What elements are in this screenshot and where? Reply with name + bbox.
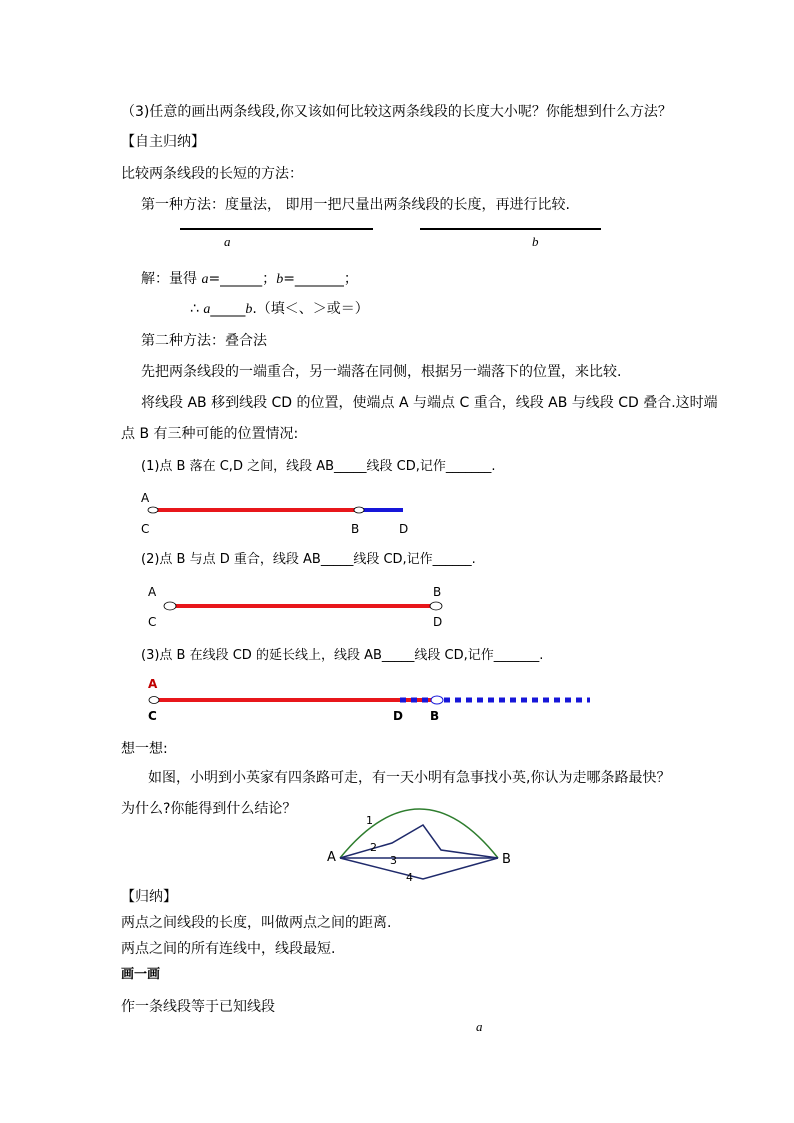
move-description-2: 点 B 有三种可能的位置情况: — [121, 426, 299, 442]
case1-label-a: A — [141, 491, 150, 505]
case1-point-a — [148, 507, 158, 513]
think-description-2: 为什么?你能得到什么结论？ — [121, 801, 297, 817]
case3-label-d: D — [393, 709, 403, 723]
paths-label-4: 4 — [406, 871, 413, 884]
case2-figure — [164, 602, 442, 610]
case3-figure — [149, 696, 590, 704]
therefore-b: b — [245, 302, 253, 317]
case1-label-c: C — [141, 522, 150, 536]
solve-end: =_______； — [283, 271, 358, 287]
paths-label-3: 3 — [390, 854, 397, 867]
self-summary-heading: 【自主归纳】 — [121, 134, 205, 150]
summary-line-1: 两点之间线段的长度，叫做两点之间的距离. — [121, 915, 392, 931]
paths-label-a: A — [327, 850, 336, 865]
case2-label-c: C — [148, 615, 157, 629]
paths-label-1: 1 — [366, 814, 373, 827]
solve-mid: =______； — [208, 271, 277, 287]
case2-label-d: D — [433, 615, 443, 629]
solve-a: a — [201, 272, 209, 287]
summary-line-2: 两点之间的所有连线中，线段最短. — [121, 941, 336, 957]
therefore-a: a — [203, 302, 211, 317]
therefore-prefix: ∴ — [190, 301, 204, 317]
paths-label-b: B — [502, 852, 511, 867]
summary-heading: 【归纳】 — [121, 889, 177, 905]
case2-text: (2)点 B 与点 D 重合，线段 AB_____线段 CD,记作______. — [141, 552, 476, 567]
move-description-1: 将线段 AB 移到线段 CD 的位置，使端点 A 与端点 C 重合，线段 AB 与线段 CD 叠合.这时端 — [141, 395, 718, 411]
case1-text: (1)点 B 落在 C,D 之间，线段 AB_____线段 CD,记作_______. — [141, 459, 496, 474]
think-description-1: 如图，小明到小英家有四条路可走，有一天小明有急事找小英,你认为走哪条路最快？ — [148, 770, 671, 786]
case2-label-a: A — [148, 585, 157, 599]
case3-label-a: A — [148, 677, 158, 691]
path-2-polyline — [340, 825, 498, 858]
draw-description: 作一条线段等于已知线段 — [121, 999, 275, 1015]
case1-label-b: B — [351, 522, 360, 536]
path-4-polyline — [340, 858, 498, 879]
case2-point-a — [164, 602, 176, 610]
case3-point-a — [149, 697, 159, 704]
think-heading: 想一想: — [121, 741, 168, 757]
paths-figure — [340, 809, 498, 879]
method1-text: 第一种方法：度量法， 即用一把尺量出两条线段的长度，再进行比较. — [141, 197, 570, 213]
case1-label-d: D — [399, 522, 409, 536]
draw-heading: 画一画 — [121, 967, 161, 982]
solve-prefix: 解：量得 — [141, 271, 202, 287]
case1-figure — [148, 507, 403, 513]
case3-label-b: B — [430, 709, 440, 723]
case3-text: (3)点 B 在线段 CD 的延长线上，线段 AB_____线段 CD,记作_______. — [141, 648, 544, 663]
solve-b: b — [276, 272, 284, 287]
question-3: （3)任意的画出两条线段,你又该如何比较这两条线段的长度大小呢？你能想到什么方法？ — [121, 104, 672, 120]
case3-label-c: C — [148, 709, 157, 723]
case2-label-b: B — [433, 585, 442, 599]
paths-label-2: 2 — [370, 841, 377, 854]
case2-point-b — [430, 602, 442, 610]
case3-point-b — [431, 696, 443, 704]
method2-text: 第二种方法：叠合法 — [141, 333, 267, 349]
compare-methods-text: 比较两条线段的长短的方法： — [121, 166, 303, 182]
segment-a-label: a — [224, 234, 231, 249]
method2-description: 先把两条线段的一端重合，另一端落在同侧，根据另一端落下的位置，来比较. — [141, 364, 622, 380]
draw-segment-label-a: a — [476, 1019, 483, 1034]
segment-b-label: b — [532, 234, 539, 249]
therefore-blank: _____ — [210, 301, 246, 317]
case1-point-b — [354, 507, 364, 513]
therefore-end: .（填＜、＞或＝） — [252, 301, 369, 317]
